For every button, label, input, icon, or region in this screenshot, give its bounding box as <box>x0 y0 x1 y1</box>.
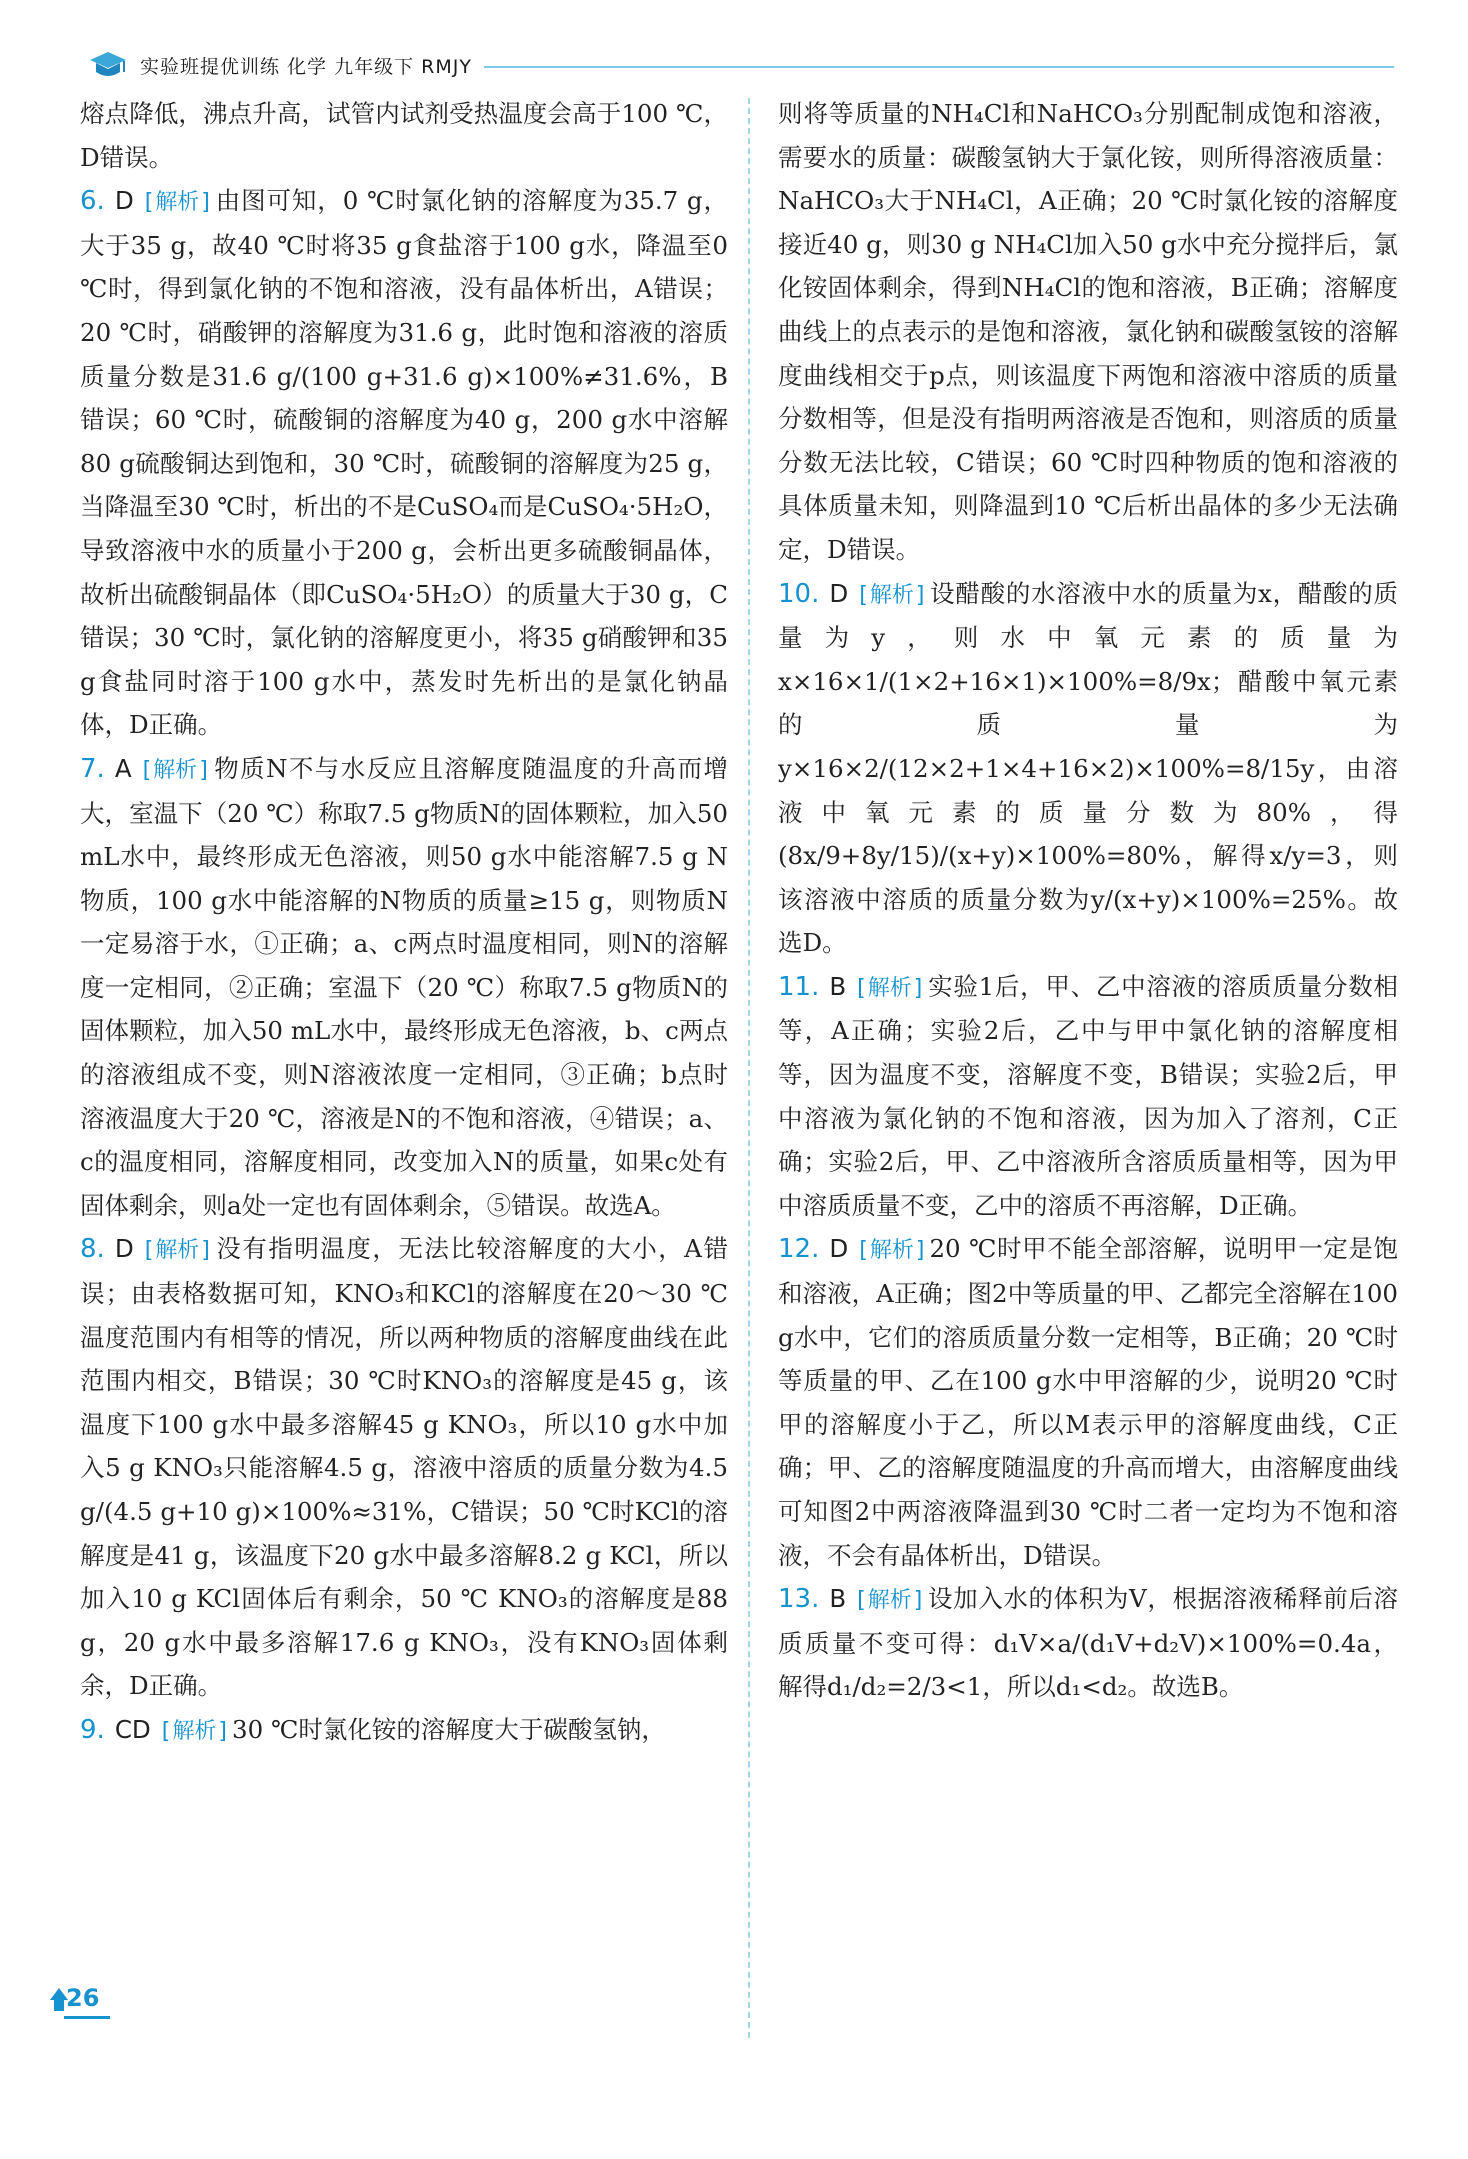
answer-item-6 <box>80 179 728 747</box>
analysis-tag: [ 解析 ] <box>142 189 213 217</box>
answer-choice: D <box>114 1234 134 1264</box>
answer-choice: CD <box>114 1714 151 1744</box>
analysis-tag: [ 解析 ] <box>159 1718 230 1746</box>
analysis-text: 设醋酸的水溶液中水的质量为x，醋酸的质量为y，则水中氧元素的质量为x×16×1/(1×2+16×1)×100%=8/9x；醋酸中氧元素的质量为y×16×2/(12×2+1×4+16×2)×100%=8/15y，由溶液中氧元素的质量分数为80%，得(8x/9+8y/15)/(x+y)×100%=80%，解得x/y=3，则该溶液中溶质的质量分数为y/(x+y)×100%=25%。故选D。 <box>778 578 1398 958</box>
answer-item-10 <box>778 572 1398 965</box>
question-number: 11. <box>778 971 820 1002</box>
analysis-text: 实验1后，甲、乙中溶液的溶质质量分数相等，A正确；实验2后，乙中与甲中氯化钠的溶解度相等，因为温度不变，溶解度不变，B错误；实验2后，甲中溶液为氯化钠的不饱和溶液，因为加入了溶剂，C正确；实验2后，甲、乙中溶液所含溶质质量相等，因为甲中溶质质量不变，乙中的溶质不再溶解，D正确。 <box>778 971 1398 1220</box>
book-logo-icon <box>88 50 128 82</box>
page-number-badge <box>50 1982 120 2016</box>
analysis-tag: [ 解析 ] <box>854 1587 925 1615</box>
answer-item-12 <box>778 1227 1398 1577</box>
left-column <box>80 92 728 1753</box>
analysis-tag: [ 解析 ] <box>856 582 927 610</box>
analysis-text: 没有指明温度，无法比较溶解度的大小，A错误；由表格数据可知，KNO₃和KCl的溶解度在20～30 ℃温度范围内有相等的情况，所以两种物质的溶解度曲线在此范围内相交，B错误；30 ℃时KNO₃的溶解度是45 g，该温度下100 g水中最多溶解45 g KNO₃，所以10 g水中加入5 g KNO₃只能溶解4.5 g，溶液中溶质的质量分数为4.5 g/(4.5 g+10 g)×100%≈31%，C错误；50 ℃时KCl的溶解度是41 g，该温度下20 g水中最多溶解8.2 g KCl，所以加入10 g KCl固体后有剩余，50 ℃ KNO₃的溶解度是88 g，20 g水中最多溶解17.6 g KNO₃，没有KNO₃固体剩余，D正确。 <box>80 1234 728 1701</box>
analysis-text: 20 ℃时甲不能全部溶解，说明甲一定是饱和溶液，A正确；图2中等质量的甲、乙都完全溶解在100 g水中，它们的溶质质量分数一定相等，B正确；20 ℃时等质量的甲、乙在100 g水中甲溶解的少，说明20 ℃时甲的溶解度小于乙，所以M表示甲的溶解度曲线，C正确；甲、乙的溶解度随温度的升高而增大，由溶解度曲线可知图2中两溶液降温到30 ℃时二者一定均为不饱和溶液，不会有晶体析出，D错误。 <box>778 1234 1398 1570</box>
question-number: 7. <box>80 753 105 784</box>
analysis-tag: [ 解析 ] <box>856 1237 927 1265</box>
analysis-text: 设加入水的体积为V，根据溶液稀释前后溶质质量不变可得：d₁V×a/(d₁V+d₂V)×100%=0.4a，解得d₁/d₂=2/3<1，所以d₁<d₂。故选B。 <box>778 1584 1398 1702</box>
answer-choice: B <box>829 971 847 1001</box>
answer-choice: D <box>114 186 134 216</box>
answer-item-9 <box>80 1708 728 1753</box>
answer-item-13 <box>778 1577 1398 1709</box>
answer-item-11 <box>778 965 1398 1228</box>
analysis-tag: [ 解析 ] <box>142 1237 213 1265</box>
question-number: 8. <box>80 1234 105 1265</box>
question-number: 12. <box>778 1234 820 1265</box>
analysis-text: 物质N不与水反应且溶解度随温度的升高而增大，室温下（20 ℃）称取7.5 g物质N的固体颗粒，加入50 mL水中，最终形成无色溶液，则50 g水中能溶解7.5 g N物质，100 g水中能溶解的N物质的质量≥15 g，则物质N一定易溶于水，①正确；a、c两点时温度相同，则N的溶解度一定相同，②正确；室温下（20 ℃）称取7.5 g物质N的固体颗粒，加入50 mL水中，最终形成无色溶液，b、c两点的溶液组成不变，则N溶液浓度一定相同，③正确；b点时溶液温度大于20 ℃，溶液是N的不饱和溶液，④错误；a、c的温度相同，溶解度相同，改变加入N的质量，如果c处有固体剩余，则a处一定也有固体剩余，⑤错误。故选A。 <box>80 753 728 1220</box>
page-number: 26 <box>66 1984 100 2012</box>
header-title: 实验班提优训练 化学 九年级下 RMJY <box>140 56 472 78</box>
answer-item-7 <box>80 747 728 1228</box>
analysis-tag: [ 解析 ] <box>854 975 925 1003</box>
question-number: 13. <box>778 1584 820 1615</box>
right-column <box>778 92 1398 1709</box>
question-number: 6. <box>80 186 105 217</box>
answer-item-8 <box>80 1227 728 1708</box>
answer-choice: D <box>829 1234 849 1264</box>
continuation-text: 则将等质量的NH₄Cl和NaHCO₃分别配制成饱和溶液，需要水的质量：碳酸氢钠大于氯化铵，则所得溶液质量：NaHCO₃大于NH₄Cl，A正确；20 ℃时氯化铵的溶解度接近40 g，则30 g NH₄Cl加入50 g水中充分搅拌后，氯化铵固体剩余，得到NH₄Cl的饱和溶液，B正确；溶解度曲线上的点表示的是饱和溶液，氯化钠和碳酸氢铵的溶解度曲线相交于p点，则该温度下两饱和溶液中溶质的质量分数相等，但是没有指明两溶液是否饱和，则溶质的质量分数无法比较，C错误；60 ℃时四种物质的饱和溶液的具体质量未知，则降温到10 ℃后析出晶体的多少无法确定，D错误。 <box>778 99 1398 564</box>
header-rule <box>484 66 1394 68</box>
column-divider <box>748 98 750 2038</box>
question-number: 9. <box>80 1714 105 1745</box>
analysis-tag: [ 解析 ] <box>140 757 211 785</box>
answer-choice: A <box>114 753 132 783</box>
page-header <box>88 48 1398 84</box>
answer-choice: B <box>829 1584 847 1614</box>
continuation-text: 熔点降低，沸点升高，试管内试剂受热温度会高于100 ℃，D错误。 <box>80 99 728 172</box>
arrow-stem <box>54 1999 64 2011</box>
answer-choice: D <box>829 578 849 608</box>
analysis-text: 由图可知，0 ℃时氯化钠的溶解度为35.7 g，大于35 g，故40 ℃时将35 g食盐溶于100 g水，降温至0 ℃时，得到氯化钠的不饱和溶液，没有晶体析出，A错误；20 ℃时，硝酸钾的溶解度为31.6 g，此时饱和溶液的溶质质量分数是31.6 g/(100 g+31.6 g)×100%≠31.6%，B错误；60 ℃时，硫酸铜的溶解度为40 g，200 g水中溶解80 g硫酸铜达到饱和，30 ℃时，硫酸铜的溶解度为25 g，当降温至30 ℃时，析出的不是CuSO₄而是CuSO₄·5H₂O，导致溶液中水的质量小于200 g，会析出更多硫酸铜晶体，故析出硫酸铜晶体（即CuSO₄·5H₂O）的质量大于30 g，C错误；30 ℃时，氯化钠的溶解度更小，将35 g硝酸钾和35 g食盐同时溶于100 g水中，蒸发时先析出的是氯化钠晶体，D正确。 <box>80 186 728 740</box>
question-number: 10. <box>778 578 820 609</box>
analysis-text: 30 ℃时氯化铵的溶解度大于碳酸氢钠， <box>232 1714 666 1744</box>
